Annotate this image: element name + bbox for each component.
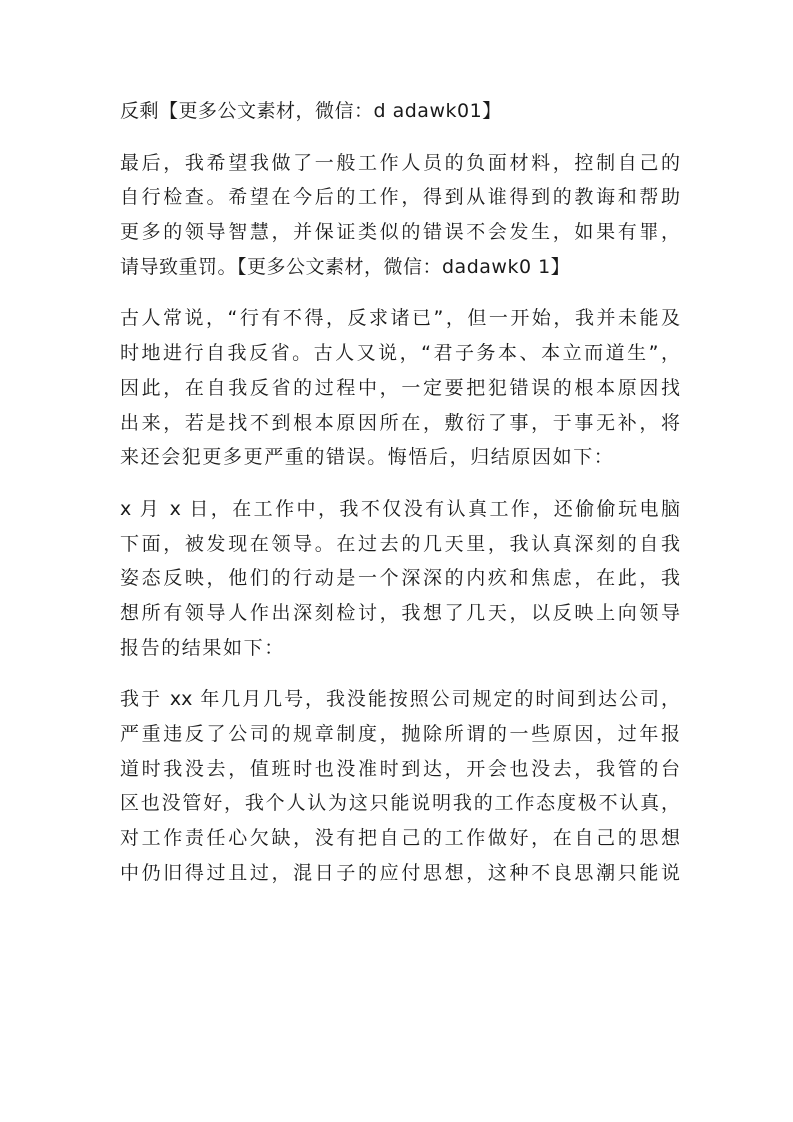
text-line: 反剩【更多公文素材，微信：d adawk01】 — [120, 100, 502, 122]
text-line: 中仍旧得过且过，混日子的应付思想，这种不良思潮只能说 — [120, 861, 680, 884]
text-line: 请导致重罚。【更多公文素材，微信：dadawk0 1】 — [120, 255, 571, 278]
paragraph — [120, 146, 680, 285]
paragraph — [120, 94, 680, 129]
text-line: 古人常说，“行有不得，反求诸已”，但一开始，我并未能及 — [120, 307, 680, 330]
text-line: 自行检查。希望在今后的工作，得到从谁得到的教诲和帮助 — [120, 186, 680, 209]
text-line: 下面，被发现在领导。在过去的几天里，我认真深刻的自我 — [120, 532, 680, 555]
paragraph — [120, 682, 680, 890]
text-line: 我于 xx 年几月几号，我没能按照公司规定的时间到达公司， — [120, 688, 680, 711]
paragraph — [120, 301, 680, 474]
text-line: 想所有领导人作出深刻检讨，我想了几天，以反映上向领导 — [120, 601, 680, 624]
document-body — [120, 94, 680, 907]
text-line: 因此，在自我反省的过程中，一定要把犯错误的根本原因找 — [120, 376, 680, 399]
text-line: 时地进行自我反省。古人又说，“君子务本、本立而道生”， — [120, 342, 680, 365]
text-line: 来还会犯更多更严重的错误。悔悟后，归结原因如下： — [120, 446, 615, 469]
text-line: 最后，我希望我做了一般工作人员的负面材料，控制自己的 — [120, 151, 680, 174]
text-line: 更多的领导智慧，并保证类似的错误不会发生，如果有罪， — [120, 221, 680, 244]
text-line: 对工作责任心欠缺，没有把自己的工作做好，在自己的思想 — [120, 827, 680, 850]
text-line: 严重违反了公司的规章制度，抛除所谓的一些原因，过年报 — [120, 723, 680, 745]
paragraph — [120, 492, 680, 665]
text-line: 姿态反映，他们的行动是一个深深的内疚和焦虑，在此，我 — [120, 567, 680, 590]
text-line: 报告的结果如下： — [120, 636, 285, 659]
text-line: 道时我没去，值班时也没准时到达，开会也没去，我管的台 — [120, 757, 680, 780]
text-line: x 月 x 日，在工作中，我不仅没有认真工作，还偷偷玩电脑 — [120, 497, 680, 520]
text-line: 区也没管好，我个人认为这只能说明我的工作态度极不认真， — [120, 792, 680, 815]
text-line: 出来，若是找不到根本原因所在，敷衍了事，于事无补，将 — [120, 411, 680, 434]
